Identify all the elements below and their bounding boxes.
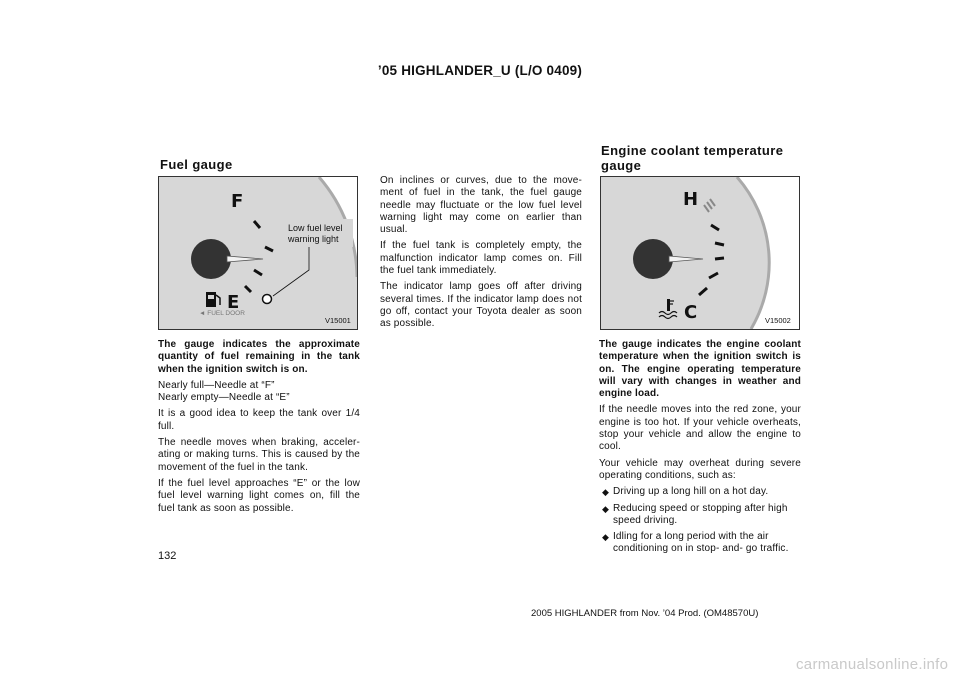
bullet-icon: ◆	[602, 487, 610, 498]
coolant-title-line2: gauge	[601, 158, 642, 173]
fuel-needle-note: The needle moves when braking, acceler- ating or making turns. This is caused by the movement of the fuel in the tank.	[158, 437, 360, 473]
overheat-conditions-list	[599, 486, 801, 555]
fuel-gauge-figure	[158, 176, 358, 330]
figure-code: V15001	[325, 316, 351, 325]
list-item	[599, 531, 801, 556]
figure-code: V15002	[765, 316, 791, 325]
callout-line1: Low fuel level	[288, 223, 343, 233]
coolant-gauge-figure	[600, 176, 800, 330]
empty-tank-note: If the fuel tank is completely empty, the malfunction indicator lamp comes on. Fill the fuel tank immediately.	[380, 240, 582, 277]
page-number: 132	[158, 550, 177, 562]
indicator-lamp-note: The indicator lamp goes off after driving several times. If the indicator lamp does not go off, contact your Toyota dealer as soon as possible.	[380, 281, 582, 330]
coolant-cold-label: C	[684, 302, 698, 323]
callout-line2: warning light	[288, 234, 339, 244]
list-item	[599, 503, 801, 528]
watermark: carmanualsonline.info	[796, 656, 949, 673]
fuel-refill-note: If the fuel level approaches “E” or the low fuel level warning light comes on, fill the fuel tank as soon as possible.	[158, 477, 360, 514]
overheat-conditions-intro: Your vehicle may overheat during severe operating conditions, such as:	[599, 457, 801, 481]
bullet-icon: ◆	[602, 503, 610, 514]
fuel-full-text: Nearly full—Needle at “F”	[158, 379, 275, 391]
fuel-text-column	[158, 339, 360, 519]
inclines-note: On inclines or curves, due to the move- ment of fuel in the tank, the fuel gauge needle may fluctuate or the low fuel level warning light may come on earlier than usual.	[380, 175, 582, 236]
coolant-title-line1: Engine coolant temperature	[601, 143, 784, 158]
fuel-tip: It is a good idea to keep the tank over 1/4 full.	[158, 408, 360, 432]
fuel-intro: The gauge indicates the approximate quantity of fuel remaining in the tank when the ignition switch is on.	[158, 339, 360, 375]
fuel-empty-text: Nearly empty—Needle at “E”	[158, 392, 290, 404]
fuel-door-label: ◄ FUEL DOOR	[199, 310, 245, 317]
coolant-hot-label: H	[683, 189, 699, 210]
fuel-empty-label: E	[227, 292, 240, 313]
low-fuel-warning-light	[263, 295, 272, 304]
coolant-gauge-title	[601, 143, 783, 173]
fuel-full-label: F	[231, 191, 244, 212]
document-header: ’05 HIGHLANDER_U (L/O 0409)	[377, 63, 583, 78]
page-footer: 2005 HIGHLANDER from Nov. ’04 Prod. (OM48570U)	[531, 608, 759, 619]
coolant-intro: The gauge indicates the engine coolant temperature when the ignition switch is on. The engine operating temperature will vary with changes in weather and engine load.	[599, 339, 801, 400]
list-item-text: Driving up a long hill on a hot day.	[613, 486, 769, 498]
list-item-text: Idling for a long period with the air conditioning on in stop- and- go traffic.	[613, 531, 789, 555]
red-zone-note: If the needle moves into the red zone, your engine is too hot. If your vehicle overheats, stop your vehicle and allow the engine to cool.	[599, 404, 801, 453]
list-item	[599, 486, 801, 498]
coolant-text-column	[599, 339, 801, 560]
middle-text-column	[380, 175, 582, 335]
list-item-text: Reducing speed or stopping after high speed driving.	[613, 502, 788, 526]
fuel-gauge-title: Fuel gauge	[160, 157, 233, 172]
bullet-icon: ◆	[602, 532, 610, 543]
